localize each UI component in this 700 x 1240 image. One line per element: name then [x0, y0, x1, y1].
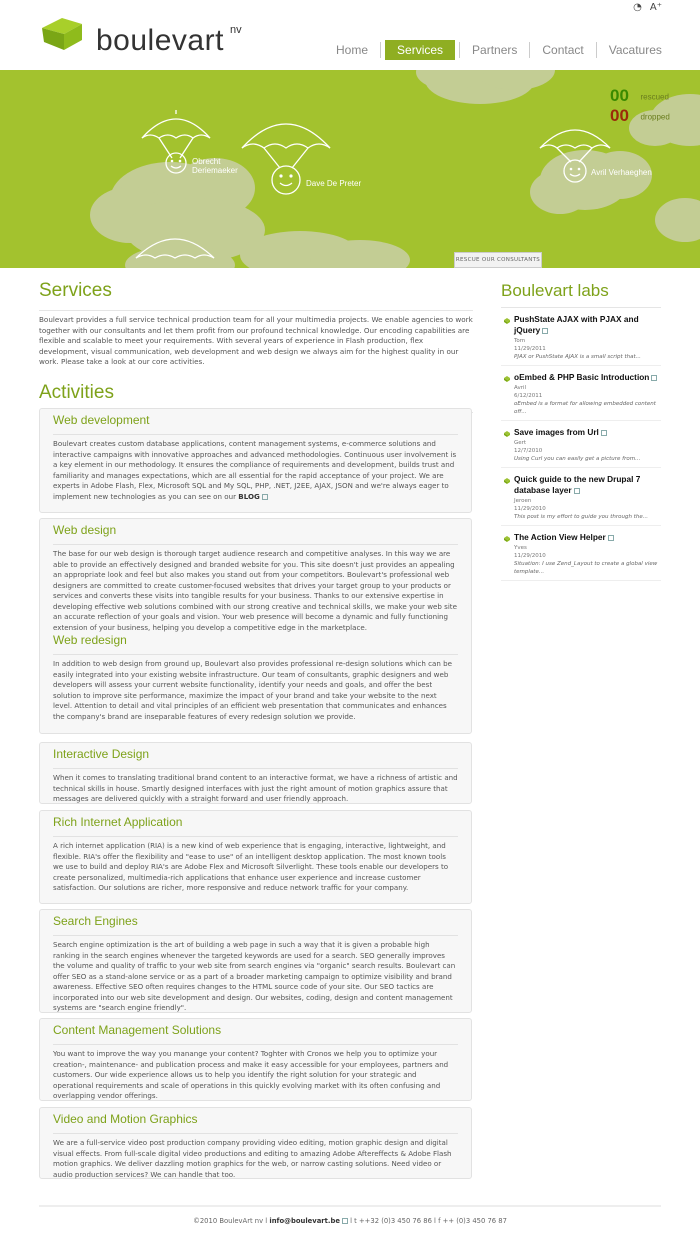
- lab-title[interactable]: Quick guide to the new Drupal 7 database layer: [514, 474, 641, 495]
- consultant-name: Dave De Preter: [306, 179, 362, 188]
- page-title: Services: [39, 280, 112, 301]
- footer-divider: [39, 1205, 661, 1207]
- rescue-consultants-button[interactable]: RESCUE OUR CONSULTANTS: [454, 252, 542, 268]
- consultant-name: Avril Verhaeghen: [591, 168, 652, 177]
- card-text: When it comes to translating traditional brand content to an interactive format, we have a richness of artistic and technical skills in house. Smartly designed interfaces with just the right amount of motion graphics assure that messages are delivered quickly with a straight forward and user friendly approach.: [53, 773, 458, 803]
- site-header: [0, 0, 700, 70]
- copyright: ©2010 BoulevArt nv: [193, 1217, 264, 1225]
- lab-date: 12/7/2010: [514, 448, 543, 454]
- external-link-icon: [574, 488, 580, 494]
- main-content: [39, 280, 473, 413]
- card-text: Search engine optimization is the art of building a web page in such a way that it is given a probable high ranking in the search engines whenever the targeted keywords are used for a search. SEO generally improves the volume and quality of traffic to your web site from search engines via "organic" search results. Boulevart can offer SEO as a stand-alone service or as a part of a broader marketing campaign to optimize visibility and brand awareness. Effective SEO often requires changes to the HTML source code of your site. Our SEO tactics are incorporated into our web site development and design. Our websites, coding, design and content management systems are "search engine friendly".: [53, 940, 456, 1012]
- card-title: Web development: [53, 413, 150, 427]
- labs-sidebar: [501, 280, 661, 581]
- external-link-icon: [542, 328, 548, 334]
- card-title: Video and Motion Graphics: [53, 1112, 198, 1126]
- lab-date: 11/29/2010: [514, 506, 546, 512]
- phone-fax: l t ++32 (0)3 450 76 86 l f ++ (0)3 450 76 87: [347, 1217, 507, 1225]
- lab-date: 11/29/2011: [514, 346, 546, 352]
- external-link-icon: [262, 494, 268, 500]
- activity-card-search-engines: [39, 909, 472, 1013]
- activity-card-interactive-design: [39, 742, 472, 804]
- lab-excerpt: Situation: I use Zend_Layout to create a global view template...: [514, 561, 658, 575]
- activity-card-video: [39, 1107, 472, 1179]
- divider: [53, 768, 458, 769]
- lab-author: Jeroen: [514, 498, 532, 504]
- bullet-icon: [504, 478, 510, 484]
- lab-title[interactable]: oEmbed & PHP Basic Introduction: [514, 372, 661, 383]
- lab-item[interactable]: [501, 526, 661, 581]
- bullet-icon: [504, 376, 510, 382]
- divider: [53, 654, 458, 655]
- bullet-icon: [504, 318, 510, 324]
- divider: [53, 1133, 458, 1134]
- external-link-icon: [651, 375, 657, 381]
- lab-item[interactable]: [501, 421, 661, 468]
- lab-date: 11/29/2010: [514, 553, 546, 559]
- lab-title[interactable]: Save images from Url: [514, 427, 661, 438]
- rescued-label: rescued: [640, 92, 669, 102]
- activities-heading: Activities: [39, 381, 114, 403]
- card-text: You want to improve the way you manange your content? Toghter with Cronos we help you to optimize your creation-, maintenance- and publication process and make it easy accessible for your employees, partners and customers. Our wide experience allows us to help you identify the right solution for your strategic and operational requirements and scale of operations in this quickly evolving market with its often confusing and overlapping vendor offerings.: [53, 1049, 449, 1100]
- lab-author: Tom: [514, 338, 526, 344]
- lab-item[interactable]: [501, 308, 661, 366]
- nav-home[interactable]: Home: [336, 43, 369, 57]
- consultant-name: Obrecht Deriemaeker: [192, 157, 238, 175]
- external-link-icon: [608, 535, 614, 541]
- rescued-count: 00: [610, 86, 629, 105]
- nav-contact[interactable]: Contact: [542, 43, 584, 57]
- card-text: The base for our web design is thorough target audience research and competitive analyses. In this way we are able to provide an effectively designed and branded website for you. This site doesn't just provides an appealing an appropriate look and feel but also makes you stand out from your competitors. Boulevart's professional web designers are committed to create customer-focused websites that drives your target group to your products or services and converts these visits into tangible results for your business. Thanks to our extensive expertise in developing effective web solutions combined with our strong creative and technical skills, we make your web site an accurate reflection of your goals and vision. Your web presence will become a dynamic and fully functioning extension of your business, helping you develop a competitive edge in the marketplace.: [53, 549, 457, 632]
- lab-item[interactable]: [501, 468, 661, 526]
- bullet-icon: [504, 431, 510, 437]
- dropped-label: dropped: [640, 112, 670, 122]
- external-link-icon: [601, 430, 607, 436]
- lab-excerpt: Using Curl you can easily get a picture from...: [514, 456, 641, 462]
- activity-card-cms: [39, 1018, 472, 1101]
- card-text: A rich internet application (RIA) is a new kind of web experience that is engaging, interactive, lightweight, and flexible. RIA's offer the flexibility and "ease to use" of an intelligent desktop application. The most known tools we use to build and deploy RIA's are Adobe Flex and Microsoft Silverlight. These tools enable our developers to create personalized, multimedia-rich applications that enhance user experience and increase customer satisfaction. Our solutions are richer, more responsive and reduce network traffic for your company.: [53, 841, 449, 892]
- card-text: Boulevart creates custom database applications, content management systems, e-commerce solutions and interactive campaigns with innovative approaches and advanced methodologies. Continuous user involvement is a key element in our methodology. It ensures the compliance of requirements and development, builds trust and familiarity and manages expectations, which are all essential for the rapid acceptance of your project. We are experts in Adobe Flash, Flex, Microsoft SQL and My SQL, PHP, .NET, J2EE, AJAX, JSON and we're always eager to implement new technologies as you can see on our BLOG: [53, 439, 457, 501]
- main-nav: [324, 40, 674, 60]
- lab-title[interactable]: PushState AJAX with PJAX and jQuery: [514, 314, 639, 335]
- card-text: We are a full-service video post production company providing video editing, motion graphic design and digital visual effects. From full-scale digital video productions and editing to amazing Adobe Aftereffects & Adobe Flash motion graphics. We deliver dazzling motion graphics for the web, or narrow casting solutions. Need video or audio production services? We can handle that too.: [53, 1138, 452, 1179]
- logo-text: boulevart: [96, 24, 224, 57]
- nav-services[interactable]: Services: [385, 40, 455, 60]
- lab-excerpt: PJAX or PushState AJAX is a small script that...: [514, 354, 641, 360]
- nav-partners[interactable]: Partners: [472, 43, 518, 57]
- divider: [53, 935, 458, 936]
- dropped-counter: [610, 106, 670, 126]
- logo-suffix: nv: [230, 24, 242, 36]
- lab-title[interactable]: The Action View Helper: [514, 532, 661, 543]
- sidebar-title: Boulevart labs: [501, 281, 609, 300]
- bullet-icon: [504, 536, 510, 542]
- email-link[interactable]: info@boulevart.be: [269, 1217, 340, 1225]
- divider: [53, 836, 458, 837]
- lab-excerpt: This post is my effort to guide you through the...: [514, 514, 649, 520]
- activity-card-ria: [39, 810, 472, 904]
- accessibility-tools: [633, 2, 662, 13]
- services-intro: Boulevart provides a full service technical production team for all your multimedia projects. We enable agencies to work together with our consultants and let them profit from our profound technical knowledge. Our encoding capabilities are flexible and scalable to meet your requirements. With several years of experience in Flash production, flex development, visual communication, web development and web design we always aim for the highest quality in our work. Please take a look at our core activities.: [39, 315, 473, 366]
- divider: [53, 544, 458, 545]
- external-link-icon: [342, 1218, 348, 1224]
- logo-cube-icon: [40, 16, 96, 52]
- lab-author: Gert: [514, 440, 527, 446]
- activity-card-web-design: [39, 518, 472, 734]
- card-title: Rich Internet Application: [53, 815, 183, 829]
- footer-separator: l: [263, 1217, 270, 1225]
- nav-separator: [380, 42, 381, 58]
- divider: [53, 434, 458, 435]
- card-title: Interactive Design: [53, 747, 150, 761]
- site-footer: [0, 1217, 700, 1225]
- card-title: Web design: [53, 523, 117, 537]
- rescued-counter: [610, 86, 669, 106]
- logo[interactable]: [40, 16, 250, 56]
- lab-item[interactable]: [501, 366, 661, 421]
- card-title: Search Engines: [53, 914, 138, 928]
- activity-card-web-development: [39, 408, 472, 513]
- lab-author: Yves: [514, 545, 527, 551]
- dropped-count: 00: [610, 106, 629, 125]
- lab-author: Avril: [514, 385, 527, 391]
- text-size-icon[interactable]: A⁺: [649, 2, 662, 13]
- card-title: Content Management Solutions: [53, 1023, 222, 1037]
- divider: [39, 310, 473, 311]
- lab-excerpt: oEmbed is a format for allowing embedded content off...: [514, 401, 656, 415]
- nav-vacatures[interactable]: Vacatures: [608, 43, 662, 57]
- lab-date: 6/12/2011: [514, 393, 543, 399]
- card-text: In addition to web design from ground up, Boulevart also provides professional re-design solutions which can be easily integrated into your existing website infrastructure. Our team of consultants, graphic designers and web developers will assess your current website functionality, identify your needs and goals, and offer the best solution to improve site performance, maximize the impact of your brand and take your website to the next level. Attention to detail and vital principles of an efficient web presentation that communicates and enhances the company's brand are inseparable features of every redesign solution we provide.: [53, 659, 452, 721]
- blog-link[interactable]: BLOG: [238, 491, 260, 501]
- divider: [53, 1044, 458, 1045]
- rescue-game-banner[interactable]: [0, 70, 700, 268]
- contrast-icon[interactable]: ◔: [633, 2, 642, 13]
- card-title: Web redesign: [53, 633, 127, 647]
